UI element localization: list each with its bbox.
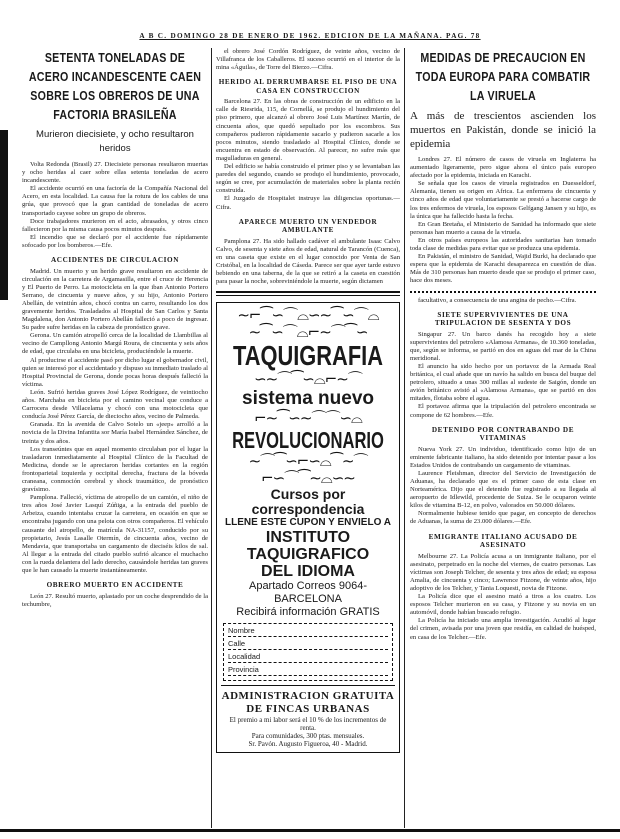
coupon-field-provincia[interactable]: Provincia xyxy=(228,665,388,676)
section-title-worker-killed: OBRERO MUERTO EN ACCIDENTE xyxy=(46,581,184,590)
ad2-text: Para comunidades, 300 ptas. mensuales. xyxy=(251,732,365,741)
ad2-address: Sr. Pavón. Augusto Figueroa, 40 - Madrid. xyxy=(248,740,368,749)
headline-smallpox: MEDIDAS DE PRECAUCION EN TODA EUROPA PARA COMBATIR LA VIRUELA xyxy=(415,50,591,103)
ad2-title-2: DE FINCAS URBANAS xyxy=(246,703,370,716)
section-title-construction-collapse: HERIDO AL DERRUMBARSE EL PISO DE UNA CASA EN CONSTRUCCION xyxy=(218,78,398,95)
paragraph: Pamplona 27. Ha sido hallado cadáver el ambulante Isaac Calvo Calvo, de sesenta y siete años de edad, natural de Tarancón (Cuenca), en una caseta que existe en el lugar conocido por Venta de San Cristóbal, en la localidad de Cáseda. Parece ser que ayer tarde estuvo bebiendo en una taberna, de la que se retiró a la caseta en cuestión para pasar la noche, sobreviniéndole la muerte, según dictamen xyxy=(216,237,400,286)
coupon-field-calle[interactable]: Calle xyxy=(228,639,388,650)
subhead-smallpox: A más de trescientos ascienden los muertos en Pakistán, donde se inició la epidemia xyxy=(410,110,596,150)
paragraph: En otros países europeos las autoridades sanitarias han tomado toda clase de medidas para evitar que se produzca una epidemia. xyxy=(410,236,596,253)
ad-top-rule xyxy=(216,291,400,296)
column-2 xyxy=(216,48,400,753)
shorthand-decoration: ∼⁀∽⌒⌓⌐∼⌒⁀∽ xyxy=(248,323,368,342)
bottom-edge-rule xyxy=(0,829,620,832)
paragraph: Granada. En la avenida de Calvo Sotelo un «jeep» arrolló a la novicia de la Divina Infantita sor María Isabel Hernández Sánchez, de treinta y dos años. xyxy=(22,421,208,445)
ad-institute-2: DEL IDIOMA xyxy=(261,563,355,581)
section-title-traffic-accidents: ACCIDENTES DE CIRCULACION xyxy=(50,256,180,265)
advertisement-fincas xyxy=(221,685,395,748)
shorthand-decoration: ∽∼⌒⁀∽⌓⌐∼⌒ xyxy=(254,370,362,389)
ad-courses: Cursos por correspondencia xyxy=(251,486,365,518)
scan-edge-shadow xyxy=(0,130,8,300)
paragraph: Los transeúntes que en aquel momento circulaban por el lugar la trasladaron inmediatamente al Hospital Clínico de la Facultad de Medicina, donde se le apreciaron heridas cortantes en la región frontoparietal izquierda y occipital derecha, fractura de la bóveda craneana, conmoción cerebral y shock traumático, de pronóstico gravísimo. xyxy=(22,445,208,494)
masthead-text: A B C. DOMINGO 28 DE ENERO DE 1962. EDICION DE LA MAÑANA. PAG. 78 xyxy=(139,32,481,40)
paragraph: Singapur 27. Un barco danés ha recogido hoy a siete supervivientes del petrolero «Alamosa Armana», de 10.360 toneladas, que, según se informa, se partió en dos en aguas del mar de la China meridional. xyxy=(410,330,596,362)
paragraph: Volta Redonda (Brasil) 27. Diecisiete personas resultaron muertas y ocho heridas al caer sobre ellas setenta toneladas de acero incandescente. xyxy=(22,161,208,185)
paragraph: León 27. Resultó muerto, aplastado por un coche desprendido de la techumbre, xyxy=(22,592,208,608)
ad-address: Apartado Correos 9064-BARCELONA xyxy=(248,580,367,606)
section-divider xyxy=(410,291,596,293)
paragraph: Laurence Fleishman, director del Servicio de Investigación de Aduanas, ha declarado que es el primer caso de esta clase en Norteamérica. Dijo que el detenido fue registrado a su llegada al aeropuerto de Idlewild, procedente de Suiza. Se le ocuparon veinte kilos de vitamina B-12, en polvo, valorados en 50.000 dólares. xyxy=(410,469,596,510)
ad2-text: El premio a mi labor será el 10 % de los incrementos de renta. xyxy=(229,716,387,733)
page-masthead xyxy=(0,32,620,40)
coupon-field-localidad[interactable]: Localidad xyxy=(228,652,388,663)
paragraph: En Gran Bretaña, el Ministerio de Sanidad ha informado que siete personas han muerto a causa de la viruela. xyxy=(410,220,596,236)
shorthand-decoration: ∼⌐⁀∽⌒⌓∽∼⁀∽⌒⌓ xyxy=(237,306,379,325)
paragraph: Pamplona. Falleció, víctima de atropello de un camión, el niño de tres años José Javier Lasquí Zúñiga, a la entrada del pueblo de Arbeiza, cuando intentaba cruzar la carretera, en ocasión en que se encontraba jugando con una pelota con otros compañeros. El vehículo causante del atropello, de matrícula NA-31157, conducido por su propietario, Jesús Lasalle Otermín, de cincuenta años, vecino de Mendavia, que transportaba un cargamento de dieciséis kilos de sal. Al llegar a la entrada del citado pueblo sufrió alcance el muchacho con la rueda delantera del lado derecho, causándole heridas tan graves que le han causado la muerte instantáneamente. xyxy=(22,494,208,574)
coupon-form[interactable] xyxy=(223,623,393,681)
paragraph: Normalmente hubiese tenido que pagar, en concepto de derechos de Aduanas, la suma de 23.000 dólares.—Efe. xyxy=(410,510,596,526)
paragraph: El anuncio ha sido hecho por un portavoz de la Armada Real británica, el cual añade que un navío ha salido en busca del buque del petrolero, situado a unas 300 millas al sudeste de Saigón, donde un avión británico avistó al «Alamosa Armana», que se partió en dos mitades, flotaba sobre el agua. xyxy=(410,362,596,403)
paragraph: Se señala que los casos de viruela registrados en Duesseldorf, Alemania, tienen su origen en Africa. La enfermera de cincuenta y cinco años de edad que voluntariamente se prestó a hacerse cargo de los tres enfermos de viruela, los esposos Gelfgang Jansen y su hijo, es la única que ha fallecido hasta la fecha. xyxy=(410,180,596,220)
paragraph: Nueva York 27. Un individuo, identificado como hijo de un eminente fabricante italiano, ha sido detenido por intentar pasar a los Estados Unidos de contrabando un cargamento de vitaminas. xyxy=(410,445,596,469)
paragraph: El accidente ocurrió en una factoría de la Compañía Nacional del Acero, en esta localidad. La causa fue la rotura de los cables de una grúa, que provocó que la gran cantidad de toneladas de acero transportado cayese sobre un grupo de obreros. xyxy=(22,185,208,217)
section-title-italian-emigrant: EMIGRANTE ITALIANO ACUSADO DE ASESINATO xyxy=(428,532,578,550)
paragraph: Del edificio se había construido el primer piso y se levantaban las paredes del segundo, cuando se produjo el hundimiento, provocado, según se cree, por acumulación de materiales sobre la planta recién construida. xyxy=(216,163,400,195)
paragraph-continued: facultativo, a consecuencia de una angina de pecho.—Cifra. xyxy=(418,296,577,304)
paragraph: La Policía dice que el asesino mató a tiros a los cuatro. Los esposos Telcher murieron en su casa, y Fitzone y su novia en un automóvil, donde habían buscado refugio. xyxy=(410,593,596,617)
shorthand-decoration: ⌐∽⌒⁀∼⌓∽∼ xyxy=(261,469,355,488)
column-3 xyxy=(410,48,596,642)
paragraph: El portavoz afirma que la tripulación del petrolero encontrada se compone de 62 hombres.—Efe. xyxy=(410,403,596,419)
paragraph: En Pakistán, el ministro de Sanidad, Wajid Burki, ha declarado que espera que la epidemia de Karachi desaparezca en cuestión de días. Más de 310 personas han muerto desde que se produjo el primer caso, hace dos meses. xyxy=(410,253,596,285)
headline-steel-accident: SETENTA TONELADAS DE ACERO INCANDESCENTE CAEN SOBRE LOS OBREROS DE UNA FACTORIA BRASILEÑA xyxy=(28,50,202,122)
paragraph: Gerona. Un camión atropelló cerca de la localidad de Llambillas al vecino de Campllong Antonio Margú Roura, de cincuenta y seis años de edad, que circulaba en una bicicleta, produciéndole la muerte. xyxy=(22,332,208,356)
ad2-title: ADMINISTRACION GRATUITA xyxy=(221,690,395,703)
paragraph: Melbourne 27. La Policía acusa a un inmigrante italiano, por el asesinato, perpetrado en la noche del viernes, de cuatro personas. Las víctimas son Joseph Telcher, de sesenta y tres años de edad; su esposa Amalia, de cincuenta y cinco; Lawrence Fitzone, de veinte años, hijo adoptivo de los Telcher, y Tania Loquesti, novia de Fitzone. xyxy=(410,552,596,592)
paragraph: León. Sufrió heridas graves José López Rodríguez, de veintiocho años. Marchaba en bicicleta por el camino vecinal que conduce a Carrocera desde Villacelama y chocó con una motocicleta que conducía José Pérez García, de dieciocho años, vecino de Palmeda. xyxy=(22,388,208,421)
ad-free-info: Recibirá información GRATIS xyxy=(236,606,380,619)
paragraph: Barcelona 27. En las obras de construcción de un edificio en la calle de Riesrida, 115, de Cornellá, se produjo el hundimiento del piso primero, que alcanzó al obrero José Luis Martínez Martín, de cincuenta años, que quedó sepultado por los escombros. Sus compañeros pudieron rápidamente sacarlo y pudieron sacarle a los pocos minutos, siendo trasladado al Hospital Clínico, donde se encuentra en estado de observación. Al parecer, no sufre más que magulladuras en general. xyxy=(216,98,400,162)
shorthand-decoration: ⌐∼⁀∽∼⌒⌒∽⌓ xyxy=(254,409,362,428)
paragraph: El Juzgado de Hospitalet instruye las diligencias oportunas.—Cifra. xyxy=(216,195,400,211)
advertisement-taquigrafia xyxy=(216,302,400,753)
ad-title-2: REVOLUCIONARIO xyxy=(232,427,384,454)
ad-subtitle: sistema nuevo xyxy=(242,388,374,410)
subhead-steel-accident: Murieron diecisiete, y ocho resultaron heridos xyxy=(36,129,194,154)
section-title-vitamin-smuggling: DETENIDO POR CONTRABANDO DE VITAMINAS xyxy=(431,425,575,443)
paragraph: Londres 27. El número de casos de viruela en Inglaterra ha aumentado ligeramente, pero sigue ahora el único país europeo afectado por la epidemia, iniciada en Karachi. xyxy=(410,156,596,180)
ad-instruction: LLENE ESTE CUPON Y ENVIELO A xyxy=(225,517,391,529)
column-divider-2 xyxy=(404,48,405,828)
paragraph: La Policía ha iniciado una amplia investigación. Acudió al lugar del crimen, avisada por una joven que residía, en calidad de huésped, en casa de los Telcher.—Efe. xyxy=(410,617,596,641)
paragraph: Doce trabajadores murieron en el acto, abrasados, y otros cinco fallecieron por la misma causa pocos minutos después. xyxy=(22,217,208,233)
paragraph: Madrid. Un muerto y un herido grave resultaron en accidente de circulación en la carretera de Argamasilla, entre el cruce de Herencia y El Puerto de Perro. La motocicleta en la que iban Antonio Portero Serrano, de cincuenta y nueve años, y su hijo, Antonio Portero Abellán, de veintiún años, chocó contra un carro, resultando los dos gravemente heridos. Trasladados al Hospital de San Carlos y Santa Magdalena, don Antonio Portero Abellán falleció a poco de ingresar. Su padre sufre heridas en la cabeza de pronóstico grave. xyxy=(22,267,208,332)
section-title-survivors: SIETE SUPERVIVIENTES DE UNA TRIPULACION DE SESENTA Y DOS xyxy=(434,310,572,328)
column-1 xyxy=(22,48,208,609)
ad-title: TAQUIGRAFIA xyxy=(232,340,384,372)
column-divider-1 xyxy=(211,48,212,828)
section-title-vendor-found-dead: APARECE MUERTO UN VENDEDOR AMBULANTE xyxy=(238,217,378,235)
paragraph: el obrero José Cordón Rodríguez, de veinte años, vecino de Villafranca de los Caballeros. El suceso ocurrió en el interior de la mina «Águila», de Torre del Bierzo.—Cifra. xyxy=(216,48,400,72)
coupon-field-nombre[interactable]: Nombre xyxy=(228,626,388,637)
ad-institute: INSTITUTO TAQUIGRAFICO xyxy=(246,529,370,564)
paragraph: El incendio que se declaró por el accidente fue rápidamente sofocado por los bomberos.—Efe. xyxy=(22,233,208,249)
shorthand-decoration: ∼⌒⁀∽⌐∽⌓⁀∼⌒ xyxy=(248,452,368,471)
paragraph: Al producirse el accidente pasó por dicho lugar el gobernador civil, quien se interesó por el accidentado y dispuso su inmediato traslado al Hospital Provincial de Gerona, donde pocas horas después falleció la víctima. xyxy=(22,356,208,388)
